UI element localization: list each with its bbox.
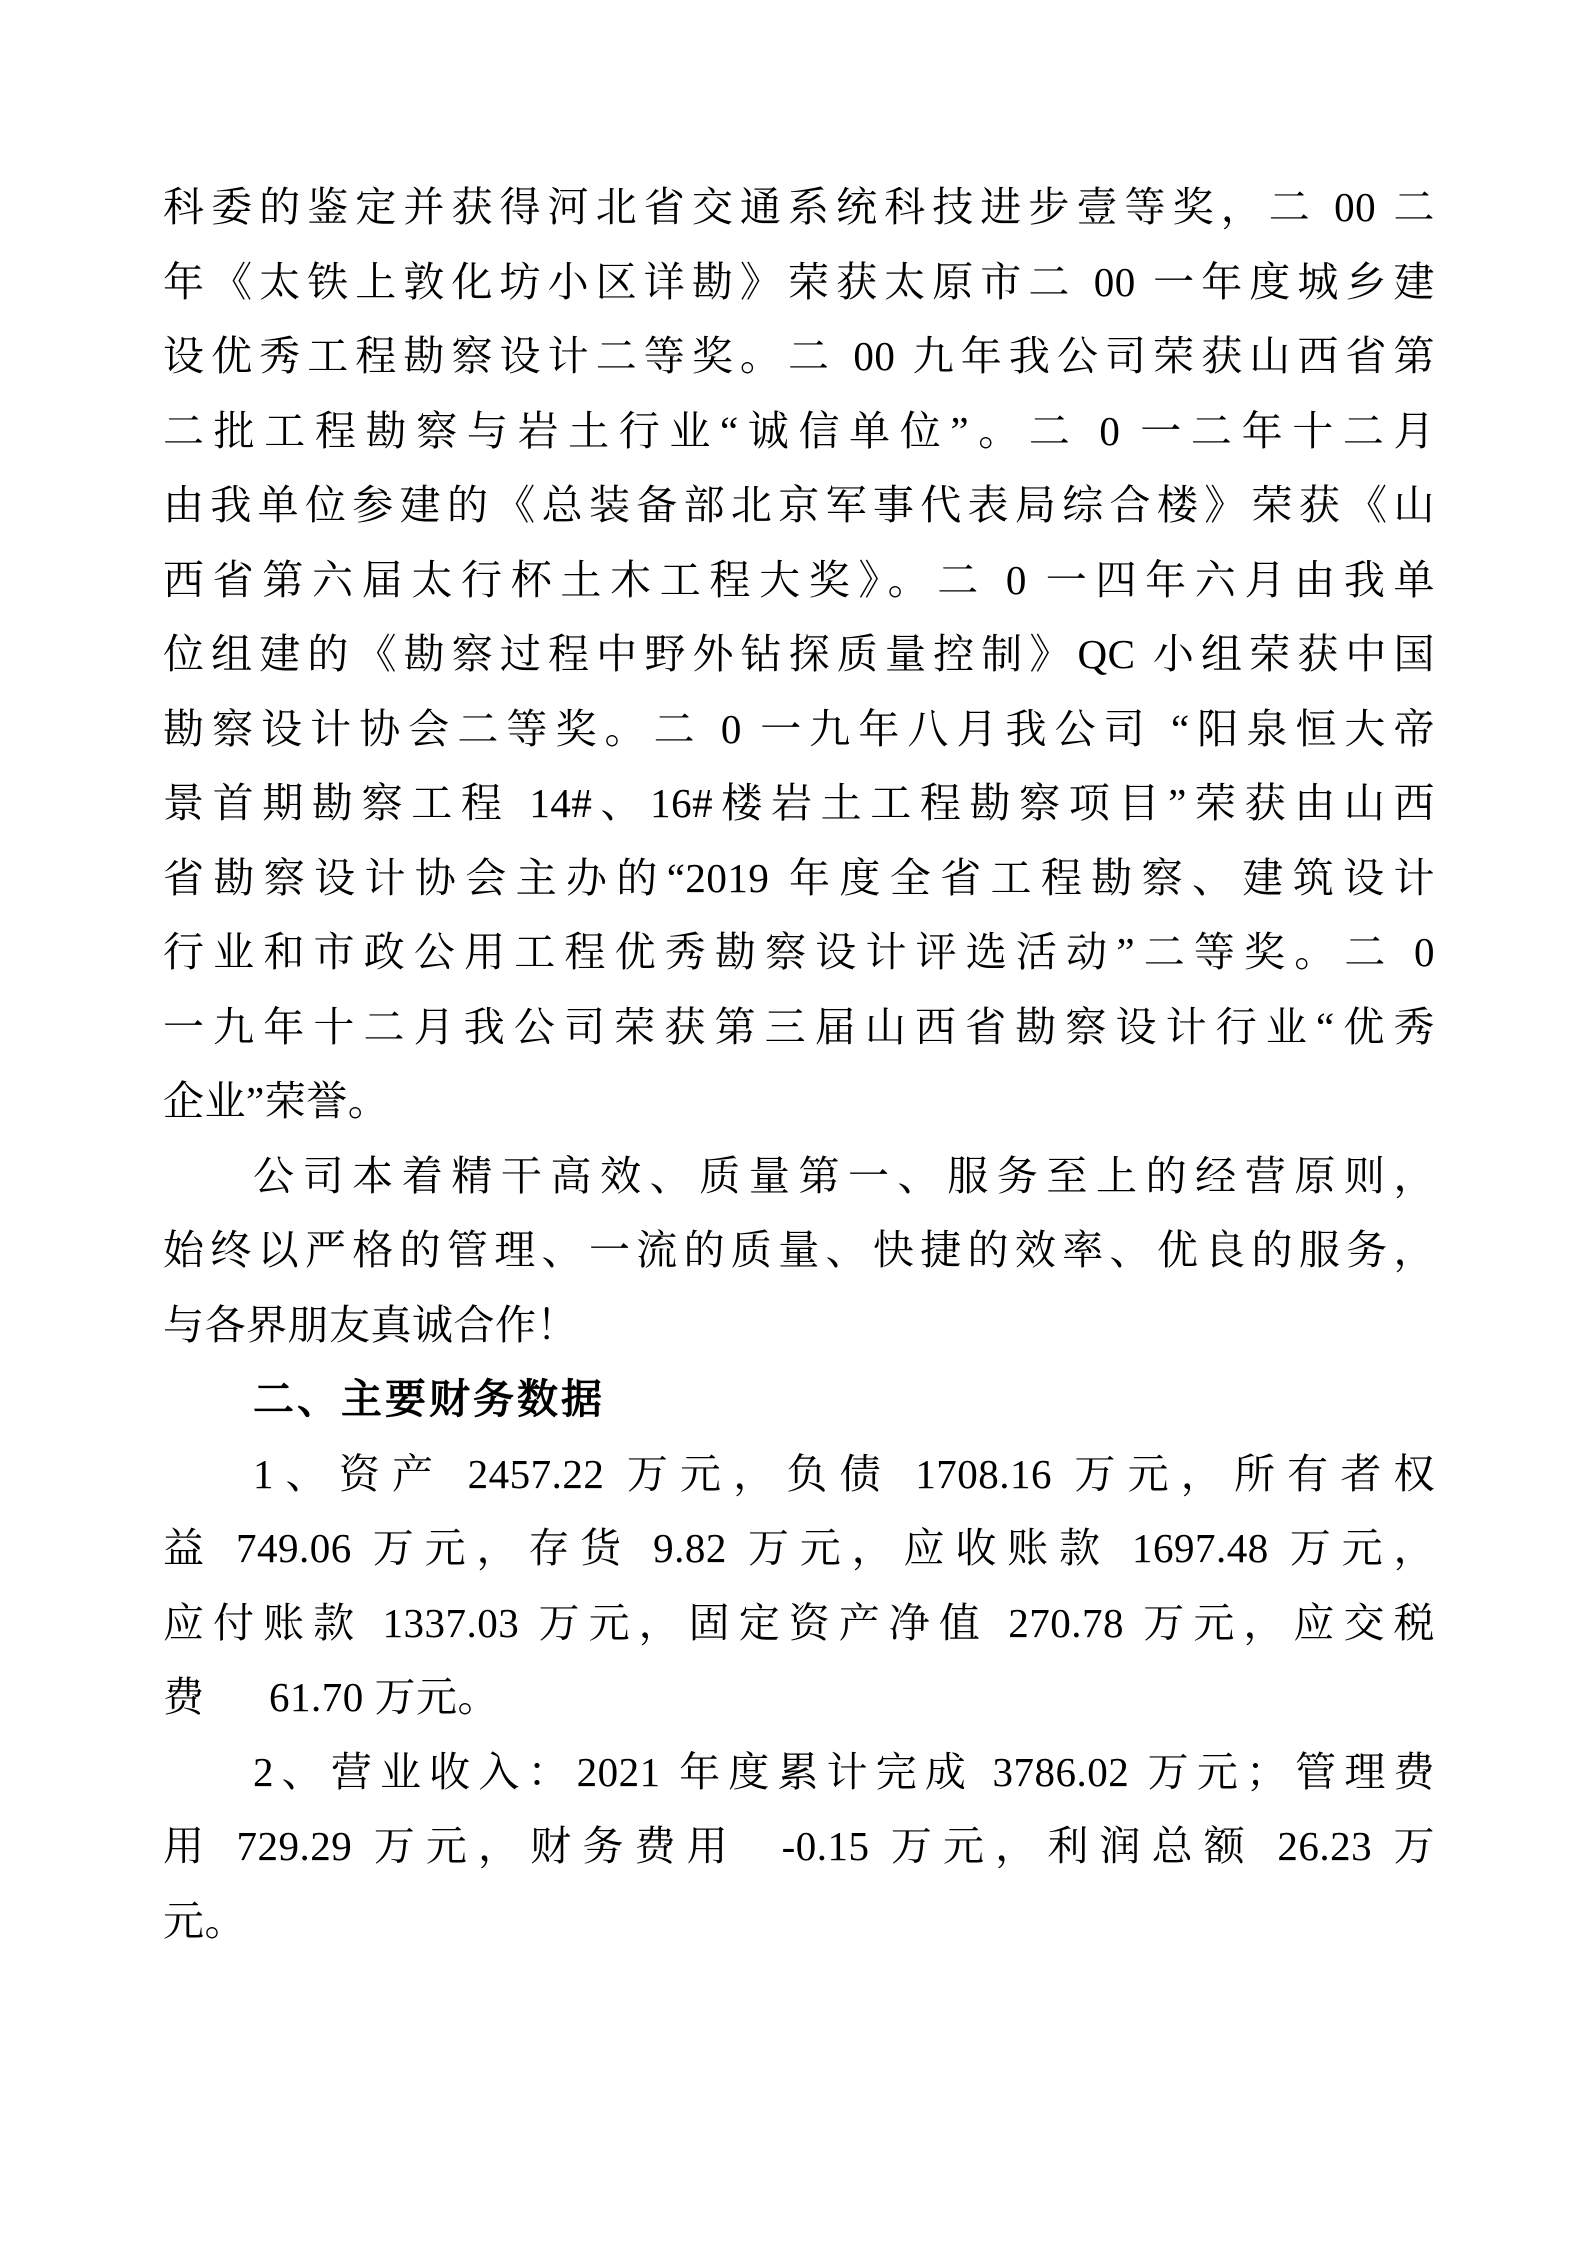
section-heading: 二、主要财务数据 [253, 1376, 605, 1422]
text-line: 元。 [163, 1897, 246, 1944]
text-line: 2、营业收入：2021 年度累计完成 3786.02 万元；管理费 [253, 1748, 1435, 1795]
text-line: 一九年十二月我公司荣获第三届山西省勘察设计行业“优秀 [163, 1003, 1435, 1050]
text-line: 1、资产 2457.22 万元，负债 1708.16 万元，所有者权 [253, 1450, 1435, 1497]
paragraph-awards [163, 170, 1435, 1139]
text-line: 位组建的《勘察过程中野外钻探质量控制》QC 小组荣获中国 [163, 631, 1435, 677]
paragraph-assets [163, 1437, 1435, 1735]
paragraph-motto [163, 1139, 1435, 1363]
text-line: 费 61.70 万元。 [163, 1674, 499, 1720]
text-line: 二批工程勘察与岩土行业“诚信单位”。二 0 一二年十二月 [163, 407, 1435, 454]
section-financial-data [163, 1362, 1435, 1437]
text-line: 科委的鉴定并获得河北省交通系统科技进步壹等奖，二 00 二 [163, 184, 1435, 230]
text-line: 用 729.29 万元，财务费用 -0.15 万元，利润总额 26.23 万 [163, 1823, 1435, 1869]
text-line: 年《太铁上敦化坊小区详勘》荣获太原市二 00 一年度城乡建 [163, 258, 1435, 305]
text-line: 西省第六届太行杯土木工程大奖》。二 0 一四年六月由我单 [163, 556, 1435, 603]
text-line: 企业”荣誉。 [163, 1078, 390, 1124]
text-line: 景首期勘察工程 14#、16#楼岩土工程勘察项目”荣获由山西 [163, 780, 1435, 826]
text-line: 由我单位参建的《总装备部北京军事代表局综合楼》荣获《山 [163, 482, 1435, 528]
text-line: 应付账款 1337.03 万元，固定资产净值 270.78 万元，应交税 [163, 1599, 1435, 1646]
text-line: 益 749.06 万元，存货 9.82 万元，应收账款 1697.48 万元， [163, 1525, 1435, 1571]
text-line: 勘察设计协会二等奖。二 0 一九年八月我公司 “阳泉恒大帝 [163, 705, 1435, 752]
document-content [163, 170, 1435, 1958]
paragraph-revenue [163, 1735, 1435, 1959]
text-line: 公司本着精干高效、质量第一、服务至上的经营原则， [253, 1152, 1435, 1199]
text-line: 设优秀工程勘察设计二等奖。二 00 九年我公司荣获山西省第 [163, 333, 1435, 379]
text-line: 与各界朋友真诚合作！ [163, 1301, 578, 1348]
text-line: 省勘察设计协会主办的“2019 年度全省工程勘察、建筑设计 [163, 854, 1435, 901]
text-line: 始终以严格的管理、一流的质量、快捷的效率、优良的服务， [163, 1227, 1435, 1273]
text-line: 行业和市政公用工程优秀勘察设计评选活动”二等奖。二 0 [163, 929, 1435, 975]
